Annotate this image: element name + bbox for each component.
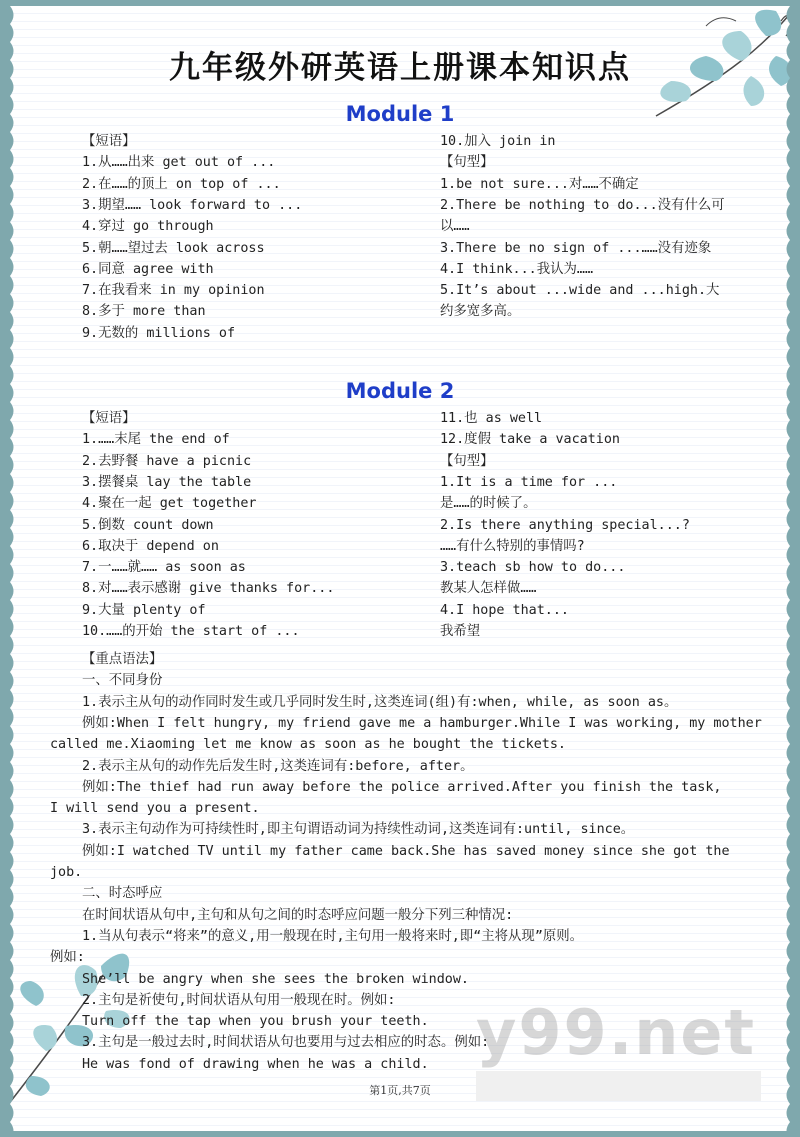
module-2-left-line: 4.聚在一起 get together bbox=[82, 496, 257, 512]
grammar-line: He was fond of drawing when he was a child. bbox=[82, 1056, 429, 1072]
module-2-left-line: 10.……的开始 the start of ... bbox=[82, 624, 300, 639]
module-1-left-line: 1.从……出来 get out of ... bbox=[82, 155, 276, 171]
grammar-line: 例如:I watched TV until my father came back.She has saved money since she got the bbox=[82, 843, 730, 859]
module-1-left-line: 8.多于 more than bbox=[82, 304, 206, 320]
grammar-line: 1.表示主从句的动作同时发生或几乎同时发生时,这类连词(组)有:when, while, as soon as。 bbox=[82, 694, 678, 710]
module-1-left-line: 5.朝……望过去 look across bbox=[82, 240, 265, 256]
grammar-line: 3.主句是一般过去时,时间状语从句也要用与过去相应的时态。例如: bbox=[82, 1035, 490, 1051]
module-2-left-line: 2.去野餐 have a picnic bbox=[82, 453, 252, 469]
module-2-right-line: 是……的时候了。 bbox=[440, 496, 537, 512]
grammar-line: 2.主句是祈使句,时间状语从句用一般现在时。例如: bbox=[82, 992, 396, 1008]
module-2-left-line: 6.取决于 depend on bbox=[82, 538, 219, 554]
grammar-line: called me.Xiaoming let me know as soon as he bought the tickets. bbox=[50, 737, 566, 753]
module-2-right-line: 2.Is there anything special...? bbox=[440, 517, 690, 533]
module-1-left-line: 2.在……的顶上 on top of ... bbox=[82, 176, 281, 192]
module-1-right-line: 【句型】 bbox=[440, 155, 494, 171]
module-2-right-line: 1.It is a time for ... bbox=[440, 474, 618, 490]
module-1-right-line: 以…… bbox=[440, 219, 470, 235]
module-2-left-line: 【短语】 bbox=[82, 411, 136, 426]
module-1-right-line: 2.There be nothing to do...没有什么可 bbox=[440, 197, 725, 213]
module-1-right-line: 4.I think...我认为…… bbox=[440, 261, 594, 277]
module-2-right-line: 12.度假 take a vacation bbox=[440, 432, 620, 448]
grammar-line: 二、时态呼应 bbox=[82, 886, 163, 902]
module-1-left-line: 3.期望…… look forward to ... bbox=[82, 197, 303, 213]
module-2-left-line: 8.对……表示感谢 give thanks for... bbox=[82, 581, 335, 597]
grammar-line: 例如:When I felt hungry, my friend gave me a hamburger.While I was working, my mother bbox=[82, 715, 762, 731]
module-2-left-line: 7.一……就…… as soon as bbox=[82, 560, 246, 576]
module-2-right-line: 11.也 as well bbox=[440, 411, 543, 426]
module-1-right-line: 5.It’s about ...wide and ...high.大 bbox=[440, 283, 720, 299]
page-footer: 第1页,共7页 bbox=[369, 1084, 431, 1097]
module-2-right-line: 教某人怎样做…… bbox=[440, 581, 537, 597]
grammar-line: Turn off the tap when you brush your teeth. bbox=[82, 1014, 429, 1030]
grammar-line: job. bbox=[50, 865, 83, 880]
module-1-right-line: 约多宽多高。 bbox=[440, 304, 521, 320]
module-1-left-line: 【短语】 bbox=[82, 134, 136, 149]
grammar-line: 【重点语法】 bbox=[82, 652, 163, 667]
grammar-line: 3.表示主句动作为可持续性时,即主句谓语动词为持续性动词,这类连词有:until, since。 bbox=[82, 822, 635, 838]
module-2-left-line: 9.大量 plenty of bbox=[82, 602, 206, 618]
document-title: 九年级外研英语上册课本知识点 bbox=[169, 50, 631, 86]
module-1-left-line: 9.无数的 millions of bbox=[82, 325, 236, 341]
module-1-left-line: 6.同意 agree with bbox=[82, 261, 214, 277]
document-page bbox=[6, 6, 794, 1131]
module-1-left-line: 4.穿过 go through bbox=[82, 219, 214, 235]
grammar-line: 1.当从句表示“将来”的意义,用一般现在时,主句用一般将来时,即“主将从现”原则。 bbox=[82, 928, 584, 944]
module-2-right-line: ……有什么特别的事情吗? bbox=[440, 538, 585, 554]
module-2-right-line: 我希望 bbox=[440, 624, 481, 639]
grammar-line: I will send you a present. bbox=[50, 801, 260, 817]
module-2-right-line: 3.teach sb how to do... bbox=[440, 560, 626, 576]
grammar-line: 例如:The thief had run away before the police arrived.After you finish the task, bbox=[82, 779, 722, 795]
module-2-left-line: 3.摆餐桌 lay the table bbox=[82, 474, 252, 490]
module-1-right-line: 1.be not sure...对……不确定 bbox=[440, 176, 639, 192]
grammar-line: 2.表示主从句的动作先后发生时,这类连词有:before, after。 bbox=[82, 758, 474, 774]
module-2-left-line: 1.……末尾 the end of bbox=[82, 432, 230, 448]
module-2-left-line: 5.倒数 count down bbox=[82, 517, 214, 533]
module-2-right-line: 【句型】 bbox=[440, 453, 494, 469]
module-1-heading: Module 1 bbox=[345, 102, 455, 126]
grammar-line: 一、不同身份 bbox=[82, 673, 163, 689]
module-2-right-line: 4.I hope that... bbox=[440, 602, 569, 618]
grammar-line: 例如: bbox=[50, 950, 85, 966]
module-1-left-line: 7.在我看来 in my opinion bbox=[82, 283, 265, 299]
grammar-line: 在时间状语从句中,主句和从句之间的时态呼应问题一般分下列三种情况: bbox=[82, 907, 514, 923]
watermark: y99.net bbox=[476, 996, 757, 1069]
module-2-heading: Module 2 bbox=[345, 379, 455, 403]
module-1-right-line: 3.There be no sign of ...……没有迹象 bbox=[440, 240, 712, 256]
grammar-line: She’ll be angry when she sees the broken window. bbox=[82, 971, 469, 987]
module-1-right-line: 10.加入 join in bbox=[440, 134, 556, 149]
